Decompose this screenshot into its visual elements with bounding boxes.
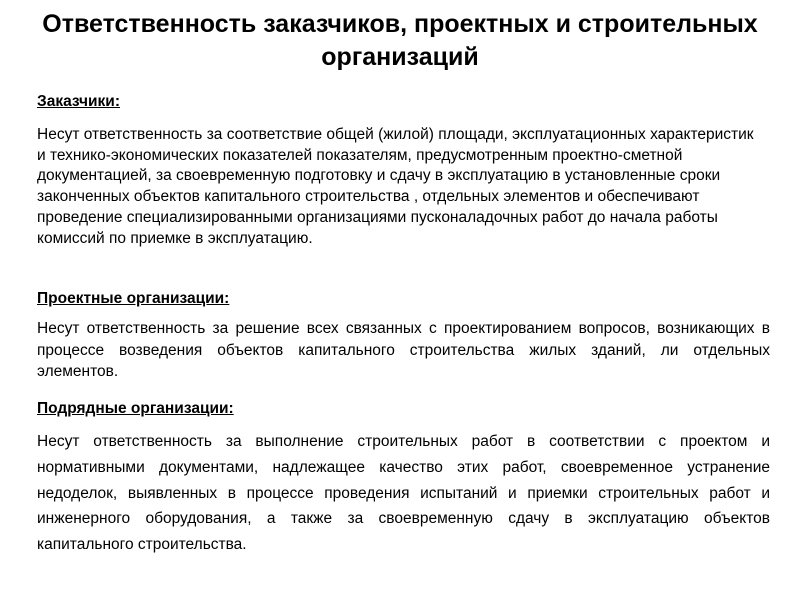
section-text-customers: Несут ответственность за соответствие общей (жилой) площади, эксплуатационных характеристик и технико-экономических показателей показателям, предусмотренным проектно-сметной документацией, за своевременную подготовку и сдачу в эксплуатацию в установленные сроки законченных объектов капитального строительства , отдельных элементов и обеспечивают проведение специализированными организациями пусконаладочных работ до начала работы комиссий по приемке в эксплуатацию. <box>37 126 754 247</box>
section-text-contractors: Несут ответственность за выполнение строительных работ в соответствии с проектом и нормативными документами, надлежащее качество этих работ, своевременное устранение недоделок, выявленных в процессе проведения испытаний и приемки строительных работ и инженерного оборудования, а также за своевременную сдачу в эксплуатацию объектов капитального строительства. <box>37 433 770 554</box>
section-heading-customers: Заказчики: <box>37 93 120 110</box>
section-text-design-organizations: Несут ответственность за решение всех связанных с проектированием вопросов, возникающих в процессе возведения объектов капитального строительства жилых зданий, ли отдельных элементов. <box>37 320 770 380</box>
section-heading-contractors: Подрядные организации: <box>37 400 234 417</box>
slide-title: Ответственность заказчиков, проектных и строительных организаций <box>42 10 758 71</box>
section-heading-design-organizations: Проектные организации: <box>37 290 230 307</box>
